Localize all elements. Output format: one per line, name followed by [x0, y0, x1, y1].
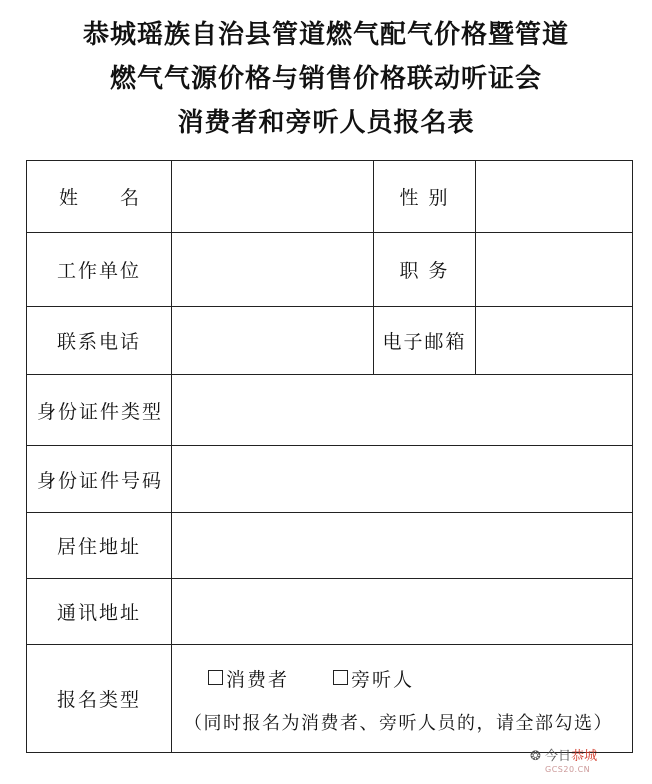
mailing-label: 通讯地址 — [27, 579, 172, 645]
row-phone-email — [27, 307, 633, 375]
title-line-2: 燃气气源价格与销售价格联动听证会 — [109, 64, 542, 94]
email-label: 电子邮箱 — [374, 307, 476, 375]
auditor-label: 旁听人 — [351, 669, 415, 691]
watermark-brand: 恭城 — [571, 749, 598, 764]
name-char-1: 姓 — [58, 187, 78, 209]
title-line-1: 恭城瑶族自治县管道燃气配气价格暨管道 — [82, 20, 569, 50]
option-auditor[interactable] — [333, 665, 414, 692]
row-id-type — [27, 375, 633, 446]
id-type-label: 身份证件类型 — [27, 375, 172, 446]
title-line-3: 消费者和旁听人员报名表 — [177, 108, 475, 138]
row-mailing — [27, 579, 633, 645]
watermark-logo — [530, 745, 597, 764]
position-label: 职 务 — [374, 233, 476, 307]
id-type-field[interactable] — [172, 375, 633, 446]
name-char-2: 名 — [119, 187, 139, 209]
gender-label: 性 别 — [374, 161, 476, 233]
email-field[interactable] — [476, 307, 633, 375]
name-field[interactable] — [172, 161, 374, 233]
option-consumer[interactable] — [208, 665, 289, 692]
employer-field[interactable] — [172, 233, 374, 307]
residence-label: 居住地址 — [27, 513, 172, 579]
row-employer-position — [27, 233, 633, 307]
gender-field[interactable] — [476, 161, 633, 233]
row-id-number — [27, 446, 633, 513]
name-label — [27, 161, 172, 233]
position-field[interactable] — [476, 233, 633, 307]
row-residence — [27, 513, 633, 579]
watermark-prefix: 今日 — [545, 749, 572, 764]
phone-field[interactable] — [172, 307, 374, 375]
wechat-icon: ❂ — [530, 749, 541, 764]
row-name-gender — [27, 161, 633, 233]
reg-type-field — [172, 645, 633, 753]
residence-field[interactable] — [172, 513, 633, 579]
consumer-checkbox[interactable] — [208, 670, 223, 685]
employer-label: 工作单位 — [27, 233, 172, 307]
registration-note: （同时报名为消费者、旁听人员的，请全部勾选） — [184, 713, 613, 734]
watermark-sub: GCS20.CN — [545, 765, 591, 774]
id-number-label: 身份证件号码 — [27, 446, 172, 513]
consumer-label: 消费者 — [226, 669, 290, 691]
id-number-field[interactable] — [172, 446, 633, 513]
phone-label: 联系电话 — [27, 307, 172, 375]
registration-form-table — [26, 160, 633, 753]
row-registration-type — [27, 645, 633, 753]
mailing-field[interactable] — [172, 579, 633, 645]
reg-type-label: 报名类型 — [27, 645, 172, 753]
auditor-checkbox[interactable] — [333, 670, 348, 685]
